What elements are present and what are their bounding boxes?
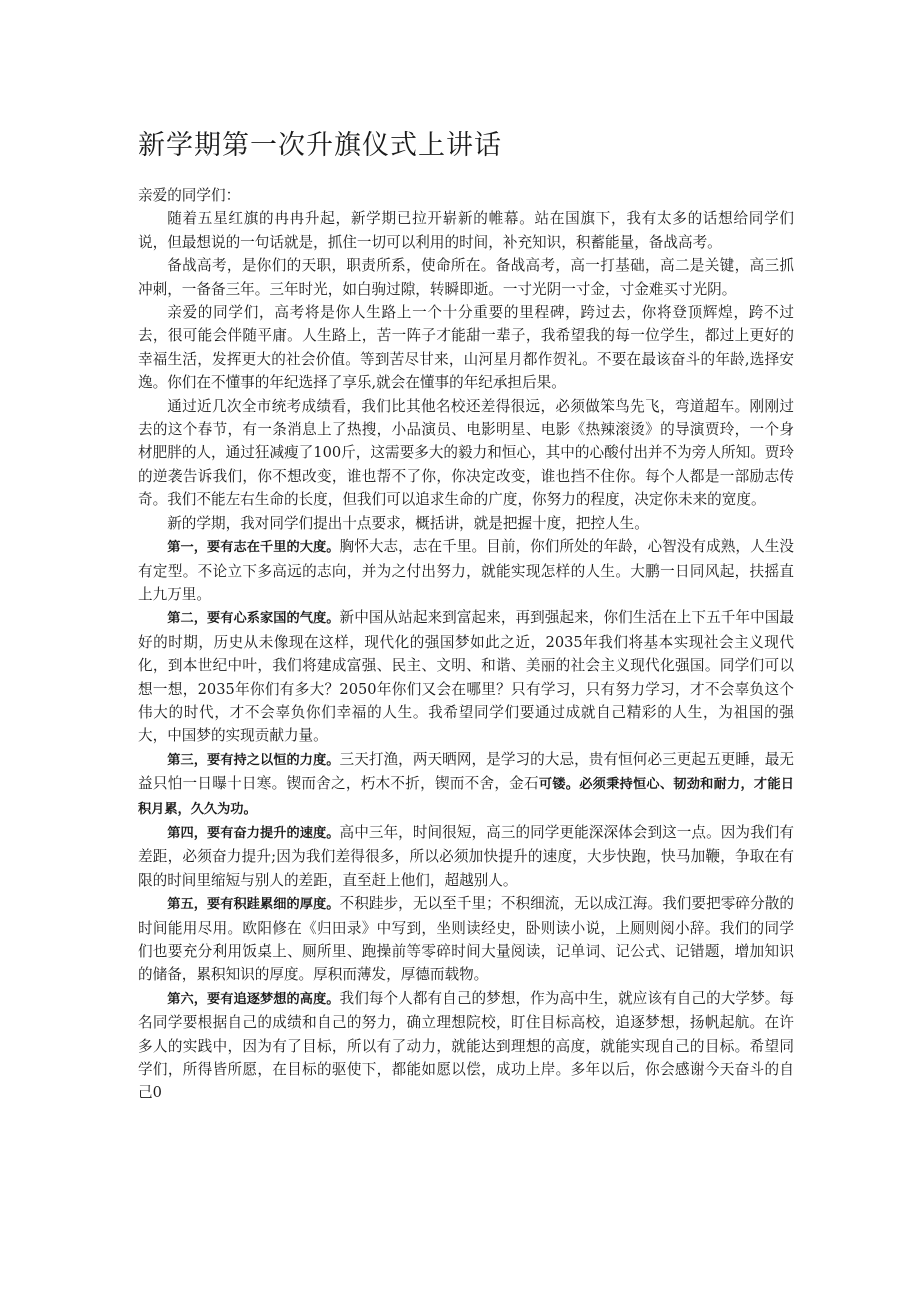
point-1-lead: 第一，要有志在千里的大度。 [167,540,340,556]
point-5-lead: 第五，要有积跬累细的厚度。 [167,897,340,913]
point-6-lead: 第六，要有追逐梦想的高度。 [167,991,340,1007]
paragraph-5: 新的学期，我对同学们提出十点要求，概括讲，就是把握十度，把控人生。 [167,514,649,532]
point-2-lead: 第二，要有心系家国的气度。 [167,611,340,627]
salutation: 亲爱的同学们： [138,187,241,204]
point-4-lead: 第四，要有奋力提升的速度。 [167,825,340,841]
point-1: 第一，要有志在千里的大度。胸怀大志，志在千里。目前，你们所处的年龄，心智没有成熟，人生没有定型。不论立下多高远的志向，并为之付出努力，就能实现怎样的人生。大鹏一日同风起，扶摇直上九万里。 [138,538,795,603]
point-2: 第二，要有心系家国的气度。新中国从站起来到富起来，再到强起来，你们生活在上下五千年中国最好的时期，历史从未像现在这样，现代化的强国梦如此之近，2035年我们将基本实现社会主义现代化，到本世纪中叶，我们将建成富强、民主、文明、和谐、美丽的社会主义现代化强国。同学们可以想一想，2035年你们有多大？2050年你们又会在哪里？只有学习，只有努力学习，才不会辜负这个伟大的时代，才不会辜负你们幸福的人生。我希望同学们要通过成就自己精彩的人生，为祖国的强大，中国梦的实现贡献力量。 [138,609,795,745]
paragraph-4: 通过近几次全市统考成绩看，我们比其他名校还差得很远，必须做笨鸟先飞，弯道超车。刚刚过去的这个春节，有一条消息上了热搜，小品演员、电影明星、电影《热辣滚烫》的导演贾玲，一个身材肥胖的人，通过狂减瘦了100斤，这需要多大的毅力和恒心，其中的心酸付出并不为旁人所知。贾玲的逆袭告诉我们，你不想改变，谁也帮不了你，你决定改变，谁也挡不住你。每个人都是一部励志传奇。我们不能左右生命的长度，但我们可以追求生命的广度，你努力的程度，决定你未来的宽度。 [138,397,794,509]
point-3-lead: 第三，要有持之以恒的力度。 [167,752,340,768]
speech-body [138,184,794,1105]
point-3: 第三，要有持之以恒的力度。三天打渔，两天晒网，是学习的大忌，贵有恒何必三更起五更睡，最无益只怕一日曝十日寒。锲而舍之，朽木不折，锲而不舍，金石可镂。必须秉持恒心、韧劲和耐力，才能日积月累，久久为功。 [138,750,795,817]
paragraph-2: 备战高考，是你们的天职，职责所系，使命所在。备战高考，高一打基础，高二是关键，高三抓冲刺，一备备三年。三年时光，如白驹过隙，转瞬即逝。一寸光阴一寸金，寸金难买寸光阴。 [138,257,794,298]
point-3-bold-tail: 可镂。必须秉持恒心、韧劲和耐力，才能日积月累，久久为功。 [138,777,794,817]
point-5: 第五，要有积跬累细的厚度。不积跬步，无以至千里；不积细流，无以成江海。我们要把零碎分散的时间能用尽用。欧阳修在《归田录》中写到，坐则读经史，卧则读小说，上厕则阅小辞。我们的同学们也要充分利用饭桌上、厕所里、跑操前等零碎时间大量阅读，记单词、记公式、记错题，增加知识的储备，累积知识的厚度。厚积而薄发，厚德而载物。 [138,895,795,984]
point-4: 第四，要有奋力提升的速度。高中三年，时间很短，高三的同学更能深深体会到这一点。因为我们有差距，必须奋力提升;因为我们差得很多，所以必须加快提升的速度，大步快跑，快马加鞭，争取在有限的时间里缩短与别人的差距，直至赶上他们，超越别人。 [138,823,795,889]
paragraph-1: 随着五星红旗的冉冉升起，新学期已拉开崭新的帷幕。站在国旗下，我有太多的话想给同学们说，但最想说的一句话就是，抓住一切可以利用的时间，补充知识，积蓄能量，备战高考。 [138,210,794,251]
point-6: 第六，要有追逐梦想的高度。我们每个人都有自己的梦想，作为高中生，就应该有自己的大学梦。每名同学要根据自己的成绩和自己的努力，确立理想院校，盯住目标高校，追逐梦想，扬帆起航。在许多人的实践中，因为有了目标，所以有了动力，就能达到理想的高度，就能实现自己的目标。希望同学们，所得皆所愿，在目标的驱使下，都能如愿以偿，成功上岸。多年以后，你会感谢今天奋斗的自己0 [138,989,795,1102]
page-title: 新学期第一次升旗仪式上讲话 [138,130,502,161]
paragraph-3: 亲爱的同学们，高考将是你人生路上一个十分重要的里程碑，跨过去，你将登顶辉煌，跨不过去，很可能会伴随平庸。人生路上，苦一阵子才能甜一辈子，我希望我的每一位学生，都过上更好的幸福生活，发挥更大的社会价值。等到苦尽甘来，山河星月都作贺礼。不要在最该奋斗的年龄,选择安逸。你们在不懂事的年纪选择了享乐,就会在懂事的年纪承担后果。 [138,304,794,392]
